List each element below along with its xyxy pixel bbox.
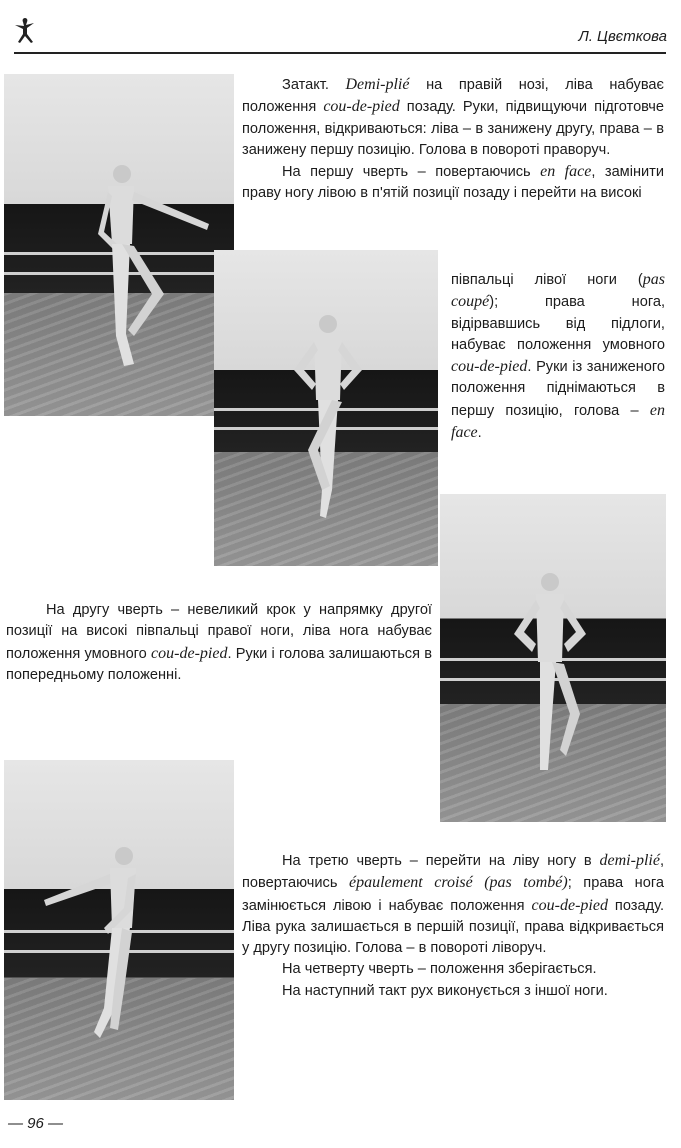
paragraph-third-quarter: На третю чверть – перейти на ліву ногу в demi-plié, повертаючись épaulement croisé (pas tombé); права нога замінюється лівою і набуває положення cou-de-pied позаду. Ліва рука залишається в першій позиції, права відкривається у другу позицію. Голова – в повороті ліворуч. На четверту чверть – положення зберігається. На наступний такт рух виконується з іншої ноги. [242, 850, 664, 1002]
photo-pas-tombe [4, 760, 234, 1100]
header-rule [14, 52, 666, 54]
paragraph-next-bar: На наступний такт рух виконується з іншої ноги. [282, 982, 608, 999]
page-number: — 96 — [8, 1115, 64, 1132]
dancer-figure [4, 74, 234, 416]
paragraph-first-quarter-cont: півпальці лівої ноги (pas coupé); права нога, відірвавшись від підлоги, набуває положення умовного cou-de-pied. Руки із заниженого положення піднімаються в першу позицію, голова – en face. [451, 271, 665, 442]
photo-arm-open [4, 74, 234, 416]
photo-pas-coupe [214, 250, 438, 566]
paragraph-second-quarter: На другу чверть – невеликий крок у напрямку другої позиції на високі півпальці правої ноги, ліва нога набуває положення умовного cou-de-pied. Руки і голова залишаються в попередньому положенні. [6, 602, 432, 683]
dancer-figure [440, 494, 666, 822]
paragraph-zatakt: Затакт. Demi-plié на правій нозі, ліва набуває положення cou-de-pied позаду. Руки, підвищуючи підготовче положення, відкриваються: ліва – в занижену другу, права – в занижену першу позицію. Голова в повороті праворуч. На першу чверть – повертаючись en face, замінити праву ногу лівою в п'ятій позиції позаду і перейти на високі [242, 76, 665, 202]
dancer-figure [214, 250, 438, 566]
running-header-author: Л. Цвєткова [578, 28, 667, 45]
photo-step-second [440, 494, 666, 822]
ballet-dancer-icon [8, 14, 42, 52]
dancer-figure [4, 760, 234, 1100]
paragraph-fourth-quarter: На четверту чверть – положення зберігається. [282, 961, 597, 978]
